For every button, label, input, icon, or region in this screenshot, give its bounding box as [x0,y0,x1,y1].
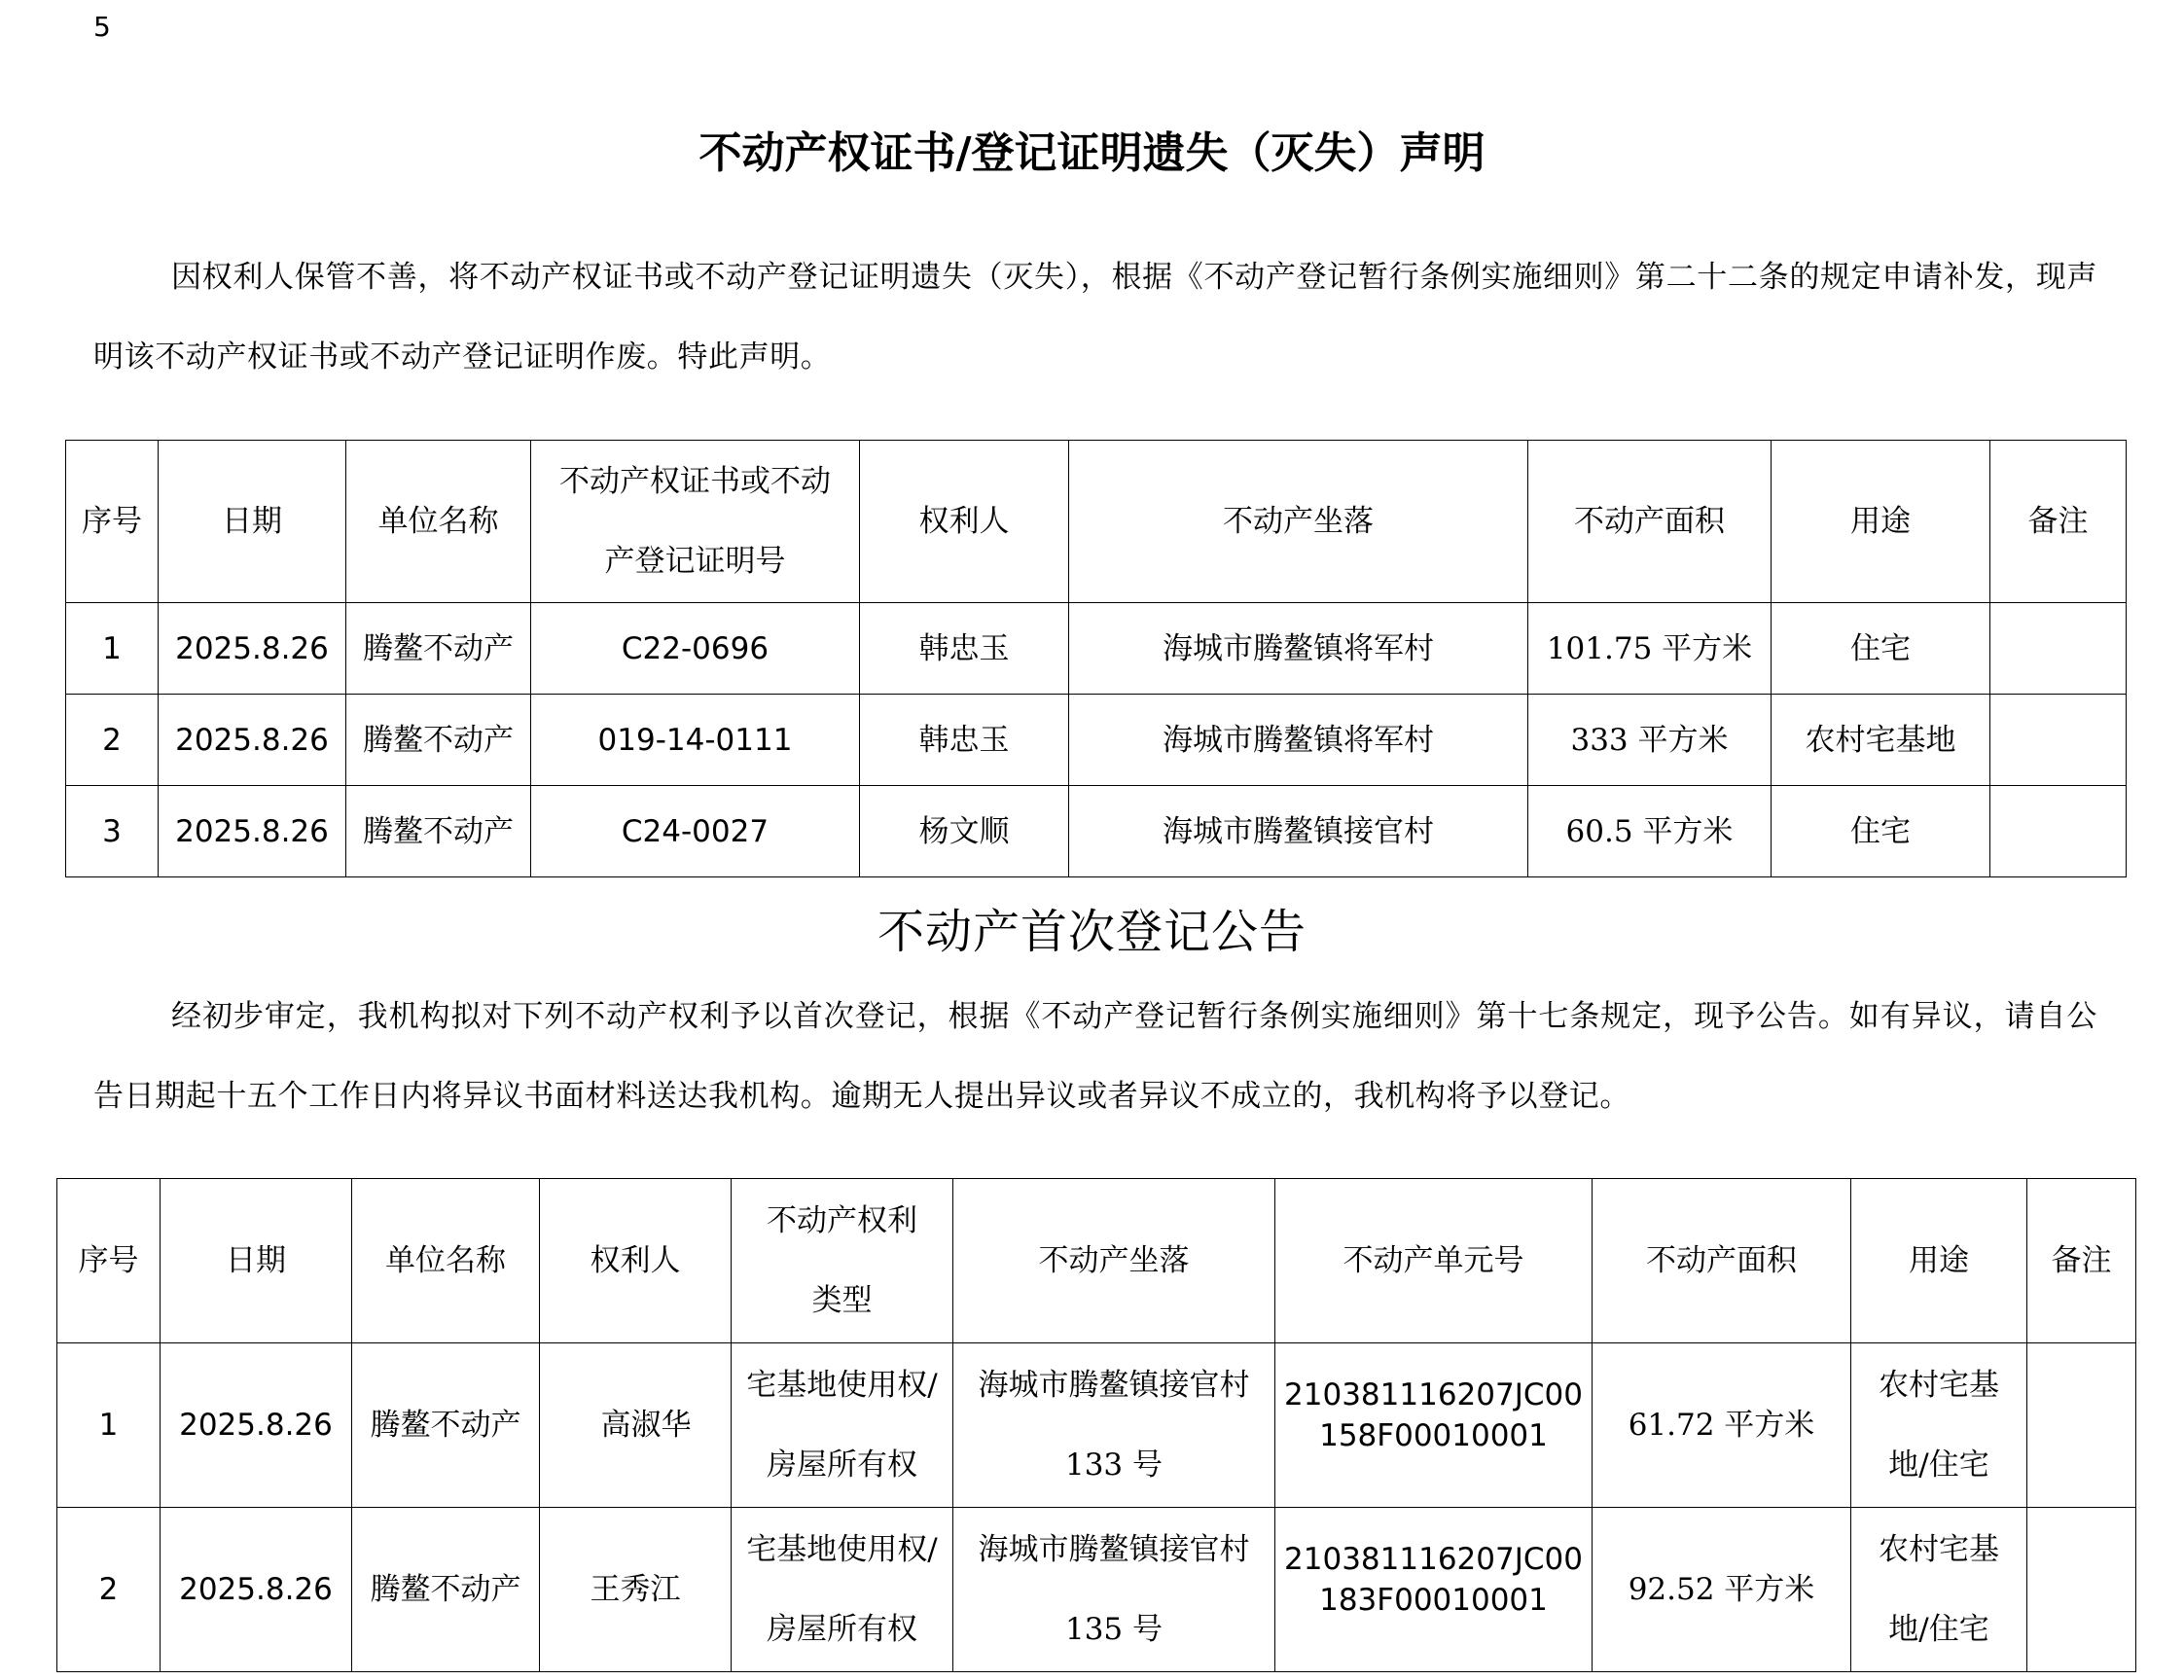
header-unit-name: 单位名称 [352,1179,540,1343]
unit-number-text: 210381116207JC00158F00010001 [1284,1377,1583,1453]
loss-declaration-paragraph: 因权利人保管不善，将不动产权证书或不动产登记证明遗失（灭失），根据《不动产登记暂行条例实施细则》第二十二条的规定申请补发，现声明该不动产权证书或不动产登记证明作废。特此声明。 [93,260,2097,375]
header-cert-no: 不动产权证书或不动产登记证明号 [531,441,860,603]
cell-owner: 杨文顺 [860,786,1069,877]
header-owner: 权利人 [860,441,1069,603]
cell-owner: 韩忠玉 [860,603,1069,695]
header-remark: 备注 [2027,1179,2136,1343]
cell-date: 2025.8.26 [159,603,346,695]
cell-location: 海城市腾鳌镇接官村 [1069,786,1528,877]
cell-cert-no: C22-0696 [531,603,860,695]
cell-usage: 住宅 [1772,786,1990,877]
header-right-type: 不动产权利类型 [732,1179,953,1343]
cell-right-type: 宅基地使用权/房屋所有权 [732,1508,953,1672]
cell-owner: 高淑华 [540,1343,732,1508]
cell-date: 2025.8.26 [161,1343,352,1508]
cell-location: 海城市腾鳌镇接官村 133 号 [953,1343,1275,1508]
header-remark: 备注 [1990,441,2127,603]
cell-unit-name: 腾鳌不动产 [352,1508,540,1672]
table-header-row [66,441,2127,603]
first-registration-table [56,1178,2136,1672]
table-row [57,1508,2136,1672]
cell-cert-no: 019-14-0111 [531,695,860,786]
table-row [66,695,2127,786]
cell-unit-name: 腾鳌不动产 [352,1343,540,1508]
cell-area: 333 平方米 [1528,695,1772,786]
header-owner: 权利人 [540,1179,732,1343]
header-location: 不动产坐落 [1069,441,1528,603]
cell-remark [2027,1343,2136,1508]
cell-date: 2025.8.26 [161,1508,352,1672]
header-date: 日期 [161,1179,352,1343]
cell-right-type: 宅基地使用权/房屋所有权 [732,1343,953,1508]
cell-unit-no [1275,1508,1593,1672]
cell-usage: 农村宅基地/住宅 [1851,1343,2027,1508]
header-usage: 用途 [1772,441,1990,603]
cell-remark [2027,1508,2136,1672]
cell-date: 2025.8.26 [159,786,346,877]
loss-declaration-title: 不动产权证书/登记证明遗失（灭失）声明 [698,128,1486,178]
header-date: 日期 [159,441,346,603]
cell-location: 海城市腾鳌镇接官村 135 号 [953,1508,1275,1672]
first-registration-title: 不动产首次登记公告 [877,905,1307,959]
header-area: 不动产面积 [1593,1179,1851,1343]
cell-usage: 农村宅基地 [1772,695,1990,786]
header-usage: 用途 [1851,1179,2027,1343]
page-number: 5 [93,11,111,43]
loss-declaration-table [65,440,2127,877]
table-row [66,603,2127,695]
header-area: 不动产面积 [1528,441,1772,603]
table-header-row [57,1179,2136,1343]
cell-usage: 住宅 [1772,603,1990,695]
cell-seq: 1 [57,1343,161,1508]
cell-seq: 2 [66,695,159,786]
cell-unit-no [1275,1343,1593,1508]
cell-location: 海城市腾鳌镇将军村 [1069,695,1528,786]
header-unit-name: 单位名称 [346,441,531,603]
cell-location: 海城市腾鳌镇将军村 [1069,603,1528,695]
cell-unit-name: 腾鳌不动产 [346,603,531,695]
cell-date: 2025.8.26 [159,695,346,786]
cell-area: 61.72 平方米 [1593,1343,1851,1508]
cell-remark [1990,786,2127,877]
table-row [57,1343,2136,1508]
cell-area: 60.5 平方米 [1528,786,1772,877]
cell-usage: 农村宅基地/住宅 [1851,1508,2027,1672]
cell-seq: 2 [57,1508,161,1672]
header-seq: 序号 [57,1179,161,1343]
first-registration-paragraph: 经初步审定，我机构拟对下列不动产权利予以首次登记，根据《不动产登记暂行条例实施细则》第十七条规定，现予公告。如有异议，请自公告日期起十五个工作日内将异议书面材料送达我机构。逾期无人提出异议或者异议不成立的，我机构将予以登记。 [93,999,2097,1114]
cell-cert-no: C24-0027 [531,786,860,877]
header-location: 不动产坐落 [953,1179,1275,1343]
cell-owner: 韩忠玉 [860,695,1069,786]
cell-area: 92.52 平方米 [1593,1508,1851,1672]
cell-unit-name: 腾鳌不动产 [346,786,531,877]
header-seq: 序号 [66,441,159,603]
cell-unit-name: 腾鳌不动产 [346,695,531,786]
table-row [66,786,2127,877]
cell-seq: 1 [66,603,159,695]
cell-seq: 3 [66,786,159,877]
cell-owner: 王秀江 [540,1508,732,1672]
unit-number-text: 210381116207JC00183F00010001 [1284,1542,1583,1618]
cell-area: 101.75 平方米 [1528,603,1772,695]
cell-remark [1990,603,2127,695]
cell-remark [1990,695,2127,786]
header-unit-no: 不动产单元号 [1275,1179,1593,1343]
